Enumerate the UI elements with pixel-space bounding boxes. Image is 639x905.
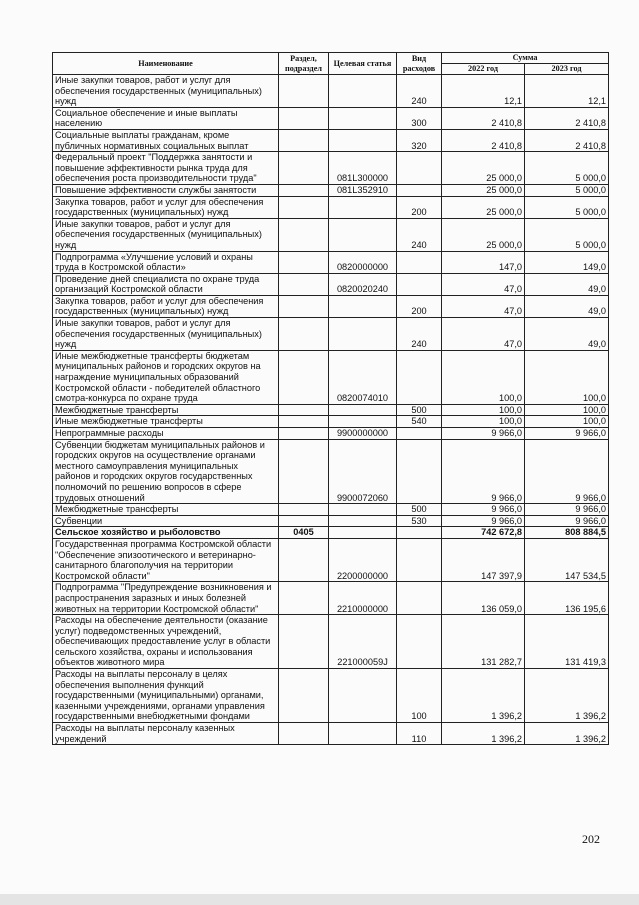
row-name: Федеральный проект "Поддержка занятости и повышение эффективности рынка труда для обеспечения роста производительности труда" — [53, 152, 279, 185]
row-sum-2023: 100,0 — [525, 404, 609, 416]
row-sum-2023: 9 966,0 — [525, 515, 609, 527]
table-row — [53, 129, 609, 151]
row-target — [329, 129, 397, 151]
row-sum-2023: 808 884,5 — [525, 527, 609, 539]
row-target — [329, 515, 397, 527]
row-target — [329, 318, 397, 351]
table-row — [53, 515, 609, 527]
row-name: Иные закупки товаров, работ и услуг для обеспечения государственных (муниципальных) нужд — [53, 218, 279, 251]
row-sum-2022: 25 000,0 — [442, 184, 525, 196]
table-row — [53, 251, 609, 273]
row-target: 9900072060 — [329, 439, 397, 504]
row-type: 240 — [397, 318, 442, 351]
row-type — [397, 184, 442, 196]
header-type: Вид расходов — [397, 53, 442, 75]
row-type — [397, 273, 442, 295]
row-section — [279, 129, 329, 151]
row-target: 081L300000 — [329, 152, 397, 185]
row-type — [397, 582, 442, 615]
row-section — [279, 107, 329, 129]
row-type — [397, 439, 442, 504]
row-sum-2022: 47,0 — [442, 318, 525, 351]
table-row — [53, 152, 609, 185]
row-type: 500 — [397, 404, 442, 416]
row-type — [397, 350, 442, 404]
table-row — [53, 318, 609, 351]
row-sum-2022: 100,0 — [442, 404, 525, 416]
row-name: Иные межбюджетные трансферты бюджетам муниципальных районов и городских округов на награждение муниципальных образований Костромской области - победителей областного смотра-конкурса по охране труда — [53, 350, 279, 404]
table-row — [53, 723, 609, 745]
row-target — [329, 295, 397, 317]
row-target — [329, 404, 397, 416]
header-year-2023: 2023 год — [525, 64, 609, 75]
row-name: Субвенции бюджетам муниципальных районов и городских округов на осуществление органами местного самоуправления муниципальных районов и городских округов государственных полномочий по решению вопросов в сфере трудовых отношений — [53, 439, 279, 504]
row-section — [279, 404, 329, 416]
table-row — [53, 75, 609, 108]
row-target: 0820020240 — [329, 273, 397, 295]
row-type: 200 — [397, 295, 442, 317]
row-sum-2023: 5 000,0 — [525, 152, 609, 185]
row-name: Иные закупки товаров, работ и услуг для обеспечения государственных (муниципальных) нужд — [53, 318, 279, 351]
row-name: Расходы на выплаты персоналу в целях обеспечения выполнения функций государственными (муниципальными) органами, казенными учреждениями, органами управления государственными внебюджетными фондами — [53, 669, 279, 723]
table-row — [53, 582, 609, 615]
row-sum-2022: 9 966,0 — [442, 439, 525, 504]
row-section — [279, 723, 329, 745]
row-sum-2023: 1 396,2 — [525, 669, 609, 723]
row-section — [279, 273, 329, 295]
row-sum-2022: 147,0 — [442, 251, 525, 273]
row-sum-2023: 1 396,2 — [525, 723, 609, 745]
row-target — [329, 416, 397, 428]
row-sum-2022: 2 410,8 — [442, 107, 525, 129]
table-row — [53, 527, 609, 539]
row-sum-2023: 100,0 — [525, 350, 609, 404]
row-type: 240 — [397, 75, 442, 108]
row-target — [329, 218, 397, 251]
row-sum-2023: 9 966,0 — [525, 428, 609, 440]
row-sum-2023: 2 410,8 — [525, 107, 609, 129]
row-section — [279, 538, 329, 581]
row-sum-2022: 12,1 — [442, 75, 525, 108]
row-name: Государственная программа Костромской области "Обеспечение эпизоотического и ветеринарно-санитарного благополучия на территории Костромской области" — [53, 538, 279, 581]
row-section — [279, 515, 329, 527]
row-name: Повышение эффективности службы занятости — [53, 184, 279, 196]
row-name: Иные закупки товаров, работ и услуг для обеспечения государственных (муниципальных) нужд — [53, 75, 279, 108]
row-name: Проведение дней специалиста по охране труда организаций Костромской области — [53, 273, 279, 295]
row-sum-2023: 49,0 — [525, 295, 609, 317]
row-target — [329, 196, 397, 218]
table-row — [53, 350, 609, 404]
row-target — [329, 504, 397, 516]
row-sum-2022: 9 966,0 — [442, 515, 525, 527]
row-type — [397, 615, 442, 669]
row-sum-2022: 9 966,0 — [442, 428, 525, 440]
table-row — [53, 107, 609, 129]
row-name: Расходы на выплаты персоналу казенных учреждений — [53, 723, 279, 745]
row-section — [279, 669, 329, 723]
header-section: Раздел, подраздел — [279, 53, 329, 75]
row-type: 320 — [397, 129, 442, 151]
row-section — [279, 184, 329, 196]
row-type: 100 — [397, 669, 442, 723]
row-sum-2023: 12,1 — [525, 75, 609, 108]
table-body — [53, 75, 609, 745]
row-name: Субвенции — [53, 515, 279, 527]
row-section — [279, 75, 329, 108]
row-target: 2200000000 — [329, 538, 397, 581]
row-type: 500 — [397, 504, 442, 516]
row-target — [329, 669, 397, 723]
row-sum-2023: 147 534,5 — [525, 538, 609, 581]
table-row — [53, 295, 609, 317]
row-sum-2022: 131 282,7 — [442, 615, 525, 669]
row-name: Подпрограмма "Предупреждение возникновения и распространения заразных и иных болезней животных на территории Костромской области" — [53, 582, 279, 615]
budget-table — [52, 52, 609, 745]
row-sum-2023: 5 000,0 — [525, 184, 609, 196]
header-target: Целевая статья — [329, 53, 397, 75]
row-sum-2022: 100,0 — [442, 350, 525, 404]
row-sum-2022: 47,0 — [442, 273, 525, 295]
row-section — [279, 218, 329, 251]
row-section — [279, 615, 329, 669]
row-target: 2210000000 — [329, 582, 397, 615]
row-name: Социальные выплаты гражданам, кроме публичных нормативных социальных выплат — [53, 129, 279, 151]
row-target: 9900000000 — [329, 428, 397, 440]
row-sum-2022: 47,0 — [442, 295, 525, 317]
row-name: Непрограммные расходы — [53, 428, 279, 440]
row-target — [329, 527, 397, 539]
row-sum-2023: 131 419,3 — [525, 615, 609, 669]
row-sum-2023: 9 966,0 — [525, 439, 609, 504]
table-row — [53, 196, 609, 218]
table-row — [53, 615, 609, 669]
row-sum-2022: 136 059,0 — [442, 582, 525, 615]
row-type: 200 — [397, 196, 442, 218]
row-sum-2022: 9 966,0 — [442, 504, 525, 516]
header-name: Наименование — [53, 53, 279, 75]
row-type — [397, 428, 442, 440]
row-target — [329, 107, 397, 129]
header-year-2022: 2022 год — [442, 64, 525, 75]
row-target — [329, 75, 397, 108]
row-name: Сельское хозяйство и рыболовство — [53, 527, 279, 539]
row-sum-2022: 25 000,0 — [442, 196, 525, 218]
row-section — [279, 428, 329, 440]
row-section — [279, 439, 329, 504]
row-sum-2023: 149,0 — [525, 251, 609, 273]
row-section — [279, 152, 329, 185]
table-row — [53, 428, 609, 440]
row-section — [279, 504, 329, 516]
row-target — [329, 723, 397, 745]
row-name: Социальное обеспечение и иные выплаты населению — [53, 107, 279, 129]
row-section: 0405 — [279, 527, 329, 539]
row-section — [279, 318, 329, 351]
row-name: Иные межбюджетные трансферты — [53, 416, 279, 428]
row-type: 240 — [397, 218, 442, 251]
table-row — [53, 184, 609, 196]
row-target: 0820000000 — [329, 251, 397, 273]
row-section — [279, 251, 329, 273]
row-sum-2022: 742 672,8 — [442, 527, 525, 539]
row-sum-2022: 100,0 — [442, 416, 525, 428]
row-name: Расходы на обеспечение деятельности (оказание услуг) подведомственных учреждений, обеспечивающих предоставление услуг в области сельского хозяйства, охраны и использования объектов животного мира — [53, 615, 279, 669]
row-sum-2022: 1 396,2 — [442, 723, 525, 745]
row-section — [279, 416, 329, 428]
table-row — [53, 538, 609, 581]
row-type: 300 — [397, 107, 442, 129]
row-type — [397, 152, 442, 185]
row-name: Межбюджетные трансферты — [53, 504, 279, 516]
row-type — [397, 527, 442, 539]
table-row — [53, 404, 609, 416]
row-name: Подпрограмма «Улучшение условий и охраны труда в Костромской области» — [53, 251, 279, 273]
row-sum-2022: 2 410,8 — [442, 129, 525, 151]
row-sum-2023: 9 966,0 — [525, 504, 609, 516]
row-target: 221000059J — [329, 615, 397, 669]
table-row — [53, 273, 609, 295]
row-sum-2023: 49,0 — [525, 273, 609, 295]
row-type — [397, 538, 442, 581]
row-sum-2022: 147 397,9 — [442, 538, 525, 581]
scan-edge — [0, 894, 639, 905]
row-sum-2023: 5 000,0 — [525, 218, 609, 251]
table-row — [53, 416, 609, 428]
page-number: 202 — [582, 832, 600, 846]
row-type — [397, 251, 442, 273]
row-name: Закупка товаров, работ и услуг для обеспечения государственных (муниципальных) нужд — [53, 295, 279, 317]
row-type: 530 — [397, 515, 442, 527]
row-target: 081L352910 — [329, 184, 397, 196]
row-sum-2023: 5 000,0 — [525, 196, 609, 218]
row-type: 110 — [397, 723, 442, 745]
row-section — [279, 196, 329, 218]
row-section — [279, 582, 329, 615]
row-sum-2022: 25 000,0 — [442, 218, 525, 251]
table-row — [53, 669, 609, 723]
row-type: 540 — [397, 416, 442, 428]
row-section — [279, 295, 329, 317]
row-target: 0820074010 — [329, 350, 397, 404]
row-name: Межбюджетные трансферты — [53, 404, 279, 416]
row-name: Закупка товаров, работ и услуг для обеспечения государственных (муниципальных) нужд — [53, 196, 279, 218]
row-sum-2022: 1 396,2 — [442, 669, 525, 723]
table-row — [53, 439, 609, 504]
header-sum: Сумма — [442, 53, 609, 64]
row-sum-2023: 100,0 — [525, 416, 609, 428]
row-sum-2023: 49,0 — [525, 318, 609, 351]
row-section — [279, 350, 329, 404]
table-row — [53, 218, 609, 251]
table-row — [53, 504, 609, 516]
row-sum-2023: 2 410,8 — [525, 129, 609, 151]
row-sum-2022: 25 000,0 — [442, 152, 525, 185]
row-sum-2023: 136 195,6 — [525, 582, 609, 615]
